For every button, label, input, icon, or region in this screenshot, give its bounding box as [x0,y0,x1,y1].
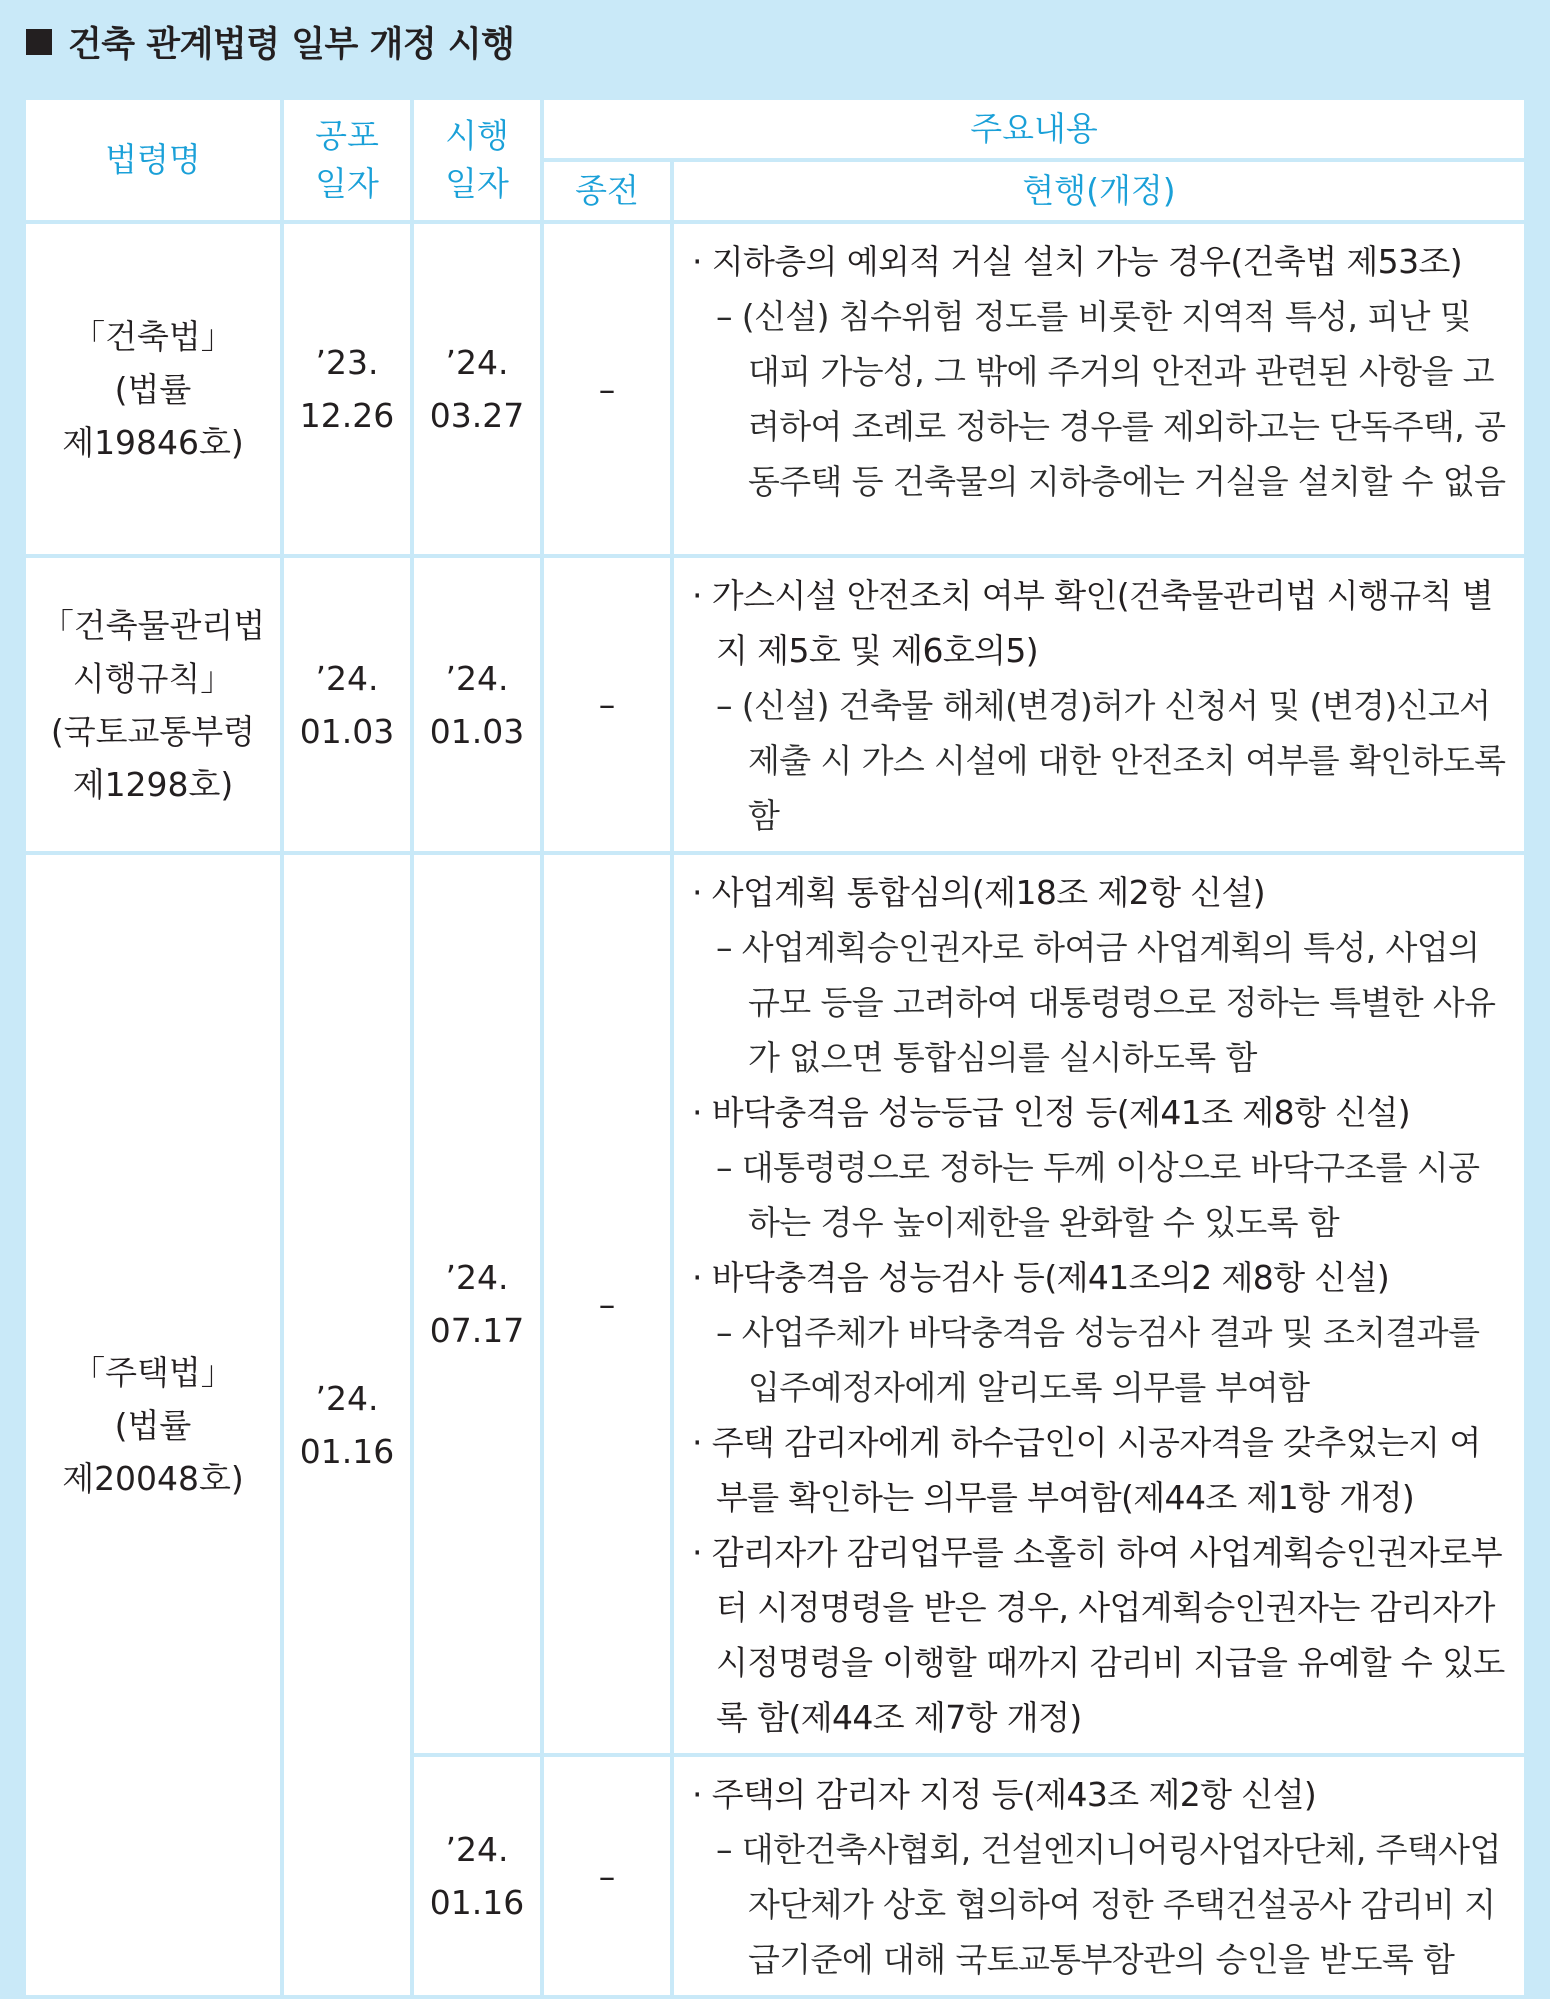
enforcement-date-cell: ’24. 01.16 [414,1757,540,1995]
header-current: 현행(개정) [674,162,1524,220]
enforcement-date-cell: ’24. 01.03 [414,558,540,851]
law-name-cell: 「주택법」 (법률 제20048호) [26,855,280,1995]
promulgation-date-cell: ’23. 12.26 [284,224,410,554]
content-bullet: · 주택의 감리자 지정 등(제43조 제2항 신설) [692,1775,1317,1814]
table-row [26,224,1524,554]
previous-cell: – [544,1757,670,1995]
current-content-cell [674,855,1524,1753]
content-sub-item: – (신설) 침수위험 정도를 비롯한 지역적 특성, 피난 및 대피 가능성, 그 밖에 주거의 안전과 관련된 사항을 고려하여 조례로 정하는 경우를 제외하고는 단독주택, 공동주택 등 건축물의 지하층에는 거실을 설치할 수 없음 [716,297,1506,501]
content-bullet: · 바닥충격음 성능등급 인정 등(제41조 제8항 신설) [692,1093,1410,1132]
promulgation-date-cell: ’24. 01.16 [284,855,410,1995]
header-main-content: 주요내용 [544,100,1524,158]
content-sub-item: – 사업계획승인권자로 하여금 사업계획의 특성, 사업의 규모 등을 고려하여 대통령령으로 정하는 특별한 사유가 없으면 통합심의를 실시하도록 함 [716,928,1496,1077]
previous-cell: – [544,558,670,851]
promulgation-date-cell: ’24. 01.03 [284,558,410,851]
content-bullet: · 가스시설 안전조치 여부 확인(건축물관리법 시행규칙 별지 제5호 및 제6호의5) [692,576,1493,670]
previous-cell: – [544,855,670,1753]
content-bullet: · 바닥충격음 성능검사 등(제41조의2 제8항 신설) [692,1258,1390,1297]
content-bullet: · 지하층의 예외적 거실 설치 가능 경우(건축법 제53조) [692,242,1463,281]
current-content-cell [674,1757,1524,1995]
content-sub-item: – 대통령령으로 정하는 두께 이상으로 바닥구조를 시공하는 경우 높이제한을 완화할 수 있도록 함 [716,1148,1480,1242]
content-bullet: · 감리자가 감리업무를 소홀히 하여 사업계획승인권자로부터 시정명령을 받은 경우, 사업계획승인권자는 감리자가 시정명령을 이행할 때까지 감리비 지급을 유예할 수 있도록 함(제44조 제7항 개정) [692,1533,1505,1737]
content-sub-item: – 대한건축사협회, 건설엔지니어링사업자단체, 주택사업자단체가 상호 협의하여 정한 주택건설공사 감리비 지급기준에 대해 국토교통부장관의 승인을 받도록 함 [716,1830,1501,1979]
header-promulgation-date: 공포 일자 [284,100,410,220]
law-amendment-table [22,96,1528,1999]
current-content-cell [674,558,1524,851]
enforcement-date-cell: ’24. 07.17 [414,855,540,1753]
table-row [26,558,1524,851]
header-previous: 종전 [544,162,670,220]
law-name-cell: 「건축물관리법 시행규칙」 (국토교통부령 제1298호) [26,558,280,851]
content-bullet: · 사업계획 통합심의(제18조 제2항 신설) [692,873,1266,912]
enforcement-date-cell: ’24. 03.27 [414,224,540,554]
current-content-cell [674,224,1524,554]
page-title [26,14,514,70]
content-sub-item: – 사업주체가 바닥충격음 성능검사 결과 및 조치결과를 입주예정자에게 알리도록 의무를 부여함 [716,1313,1480,1407]
header-law-name: 법령명 [26,100,280,220]
header-enforcement-date: 시행 일자 [414,100,540,220]
content-bullet: · 주택 감리자에게 하수급인이 시공자격을 갖추었는지 여부를 확인하는 의무를 부여함(제44조 제1항 개정) [692,1423,1481,1517]
previous-cell: – [544,224,670,554]
law-name-cell: 「건축법」 (법률 제19846호) [26,224,280,554]
page-title-text: 건축 관계법령 일부 개정 시행 [68,25,515,65]
content-sub-item: – (신설) 건축물 해체(변경)허가 신청서 및 (변경)신고서 제출 시 가스 시설에 대한 안전조치 여부를 확인하도록 함 [716,686,1506,835]
table-row [26,855,1524,1753]
square-bullet-icon [26,29,52,55]
